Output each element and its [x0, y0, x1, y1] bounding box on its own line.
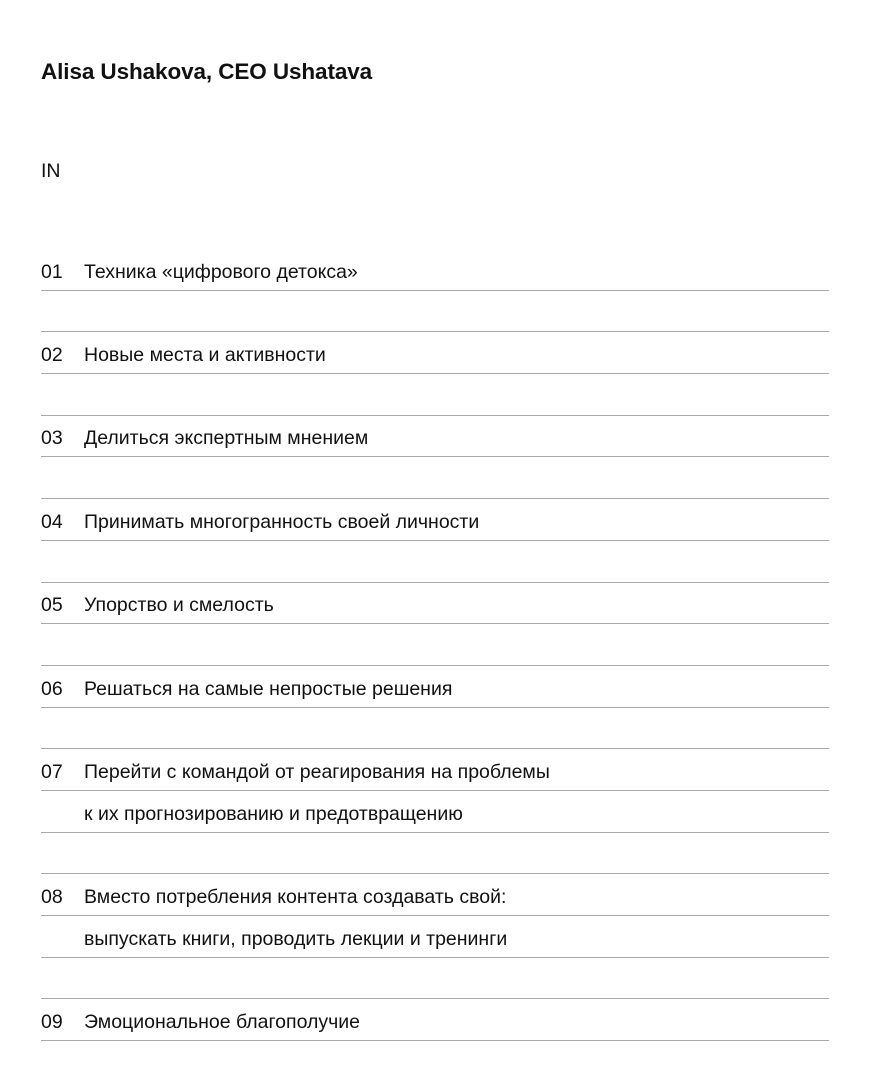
spacer-row	[41, 958, 829, 1000]
list-item	[41, 999, 829, 1041]
item-number: 02	[41, 344, 63, 367]
list-item	[41, 332, 829, 374]
spacer-row	[41, 291, 829, 333]
item-number: 09	[41, 1011, 63, 1034]
item-text: Новые места и активности	[84, 344, 326, 367]
item-text-line-2: к их прогнозированию и предотвращению	[84, 802, 463, 825]
numbered-list	[41, 249, 829, 1041]
item-text: Упорство и смелость	[84, 594, 274, 617]
item-number: 04	[41, 510, 63, 533]
item-number: 07	[41, 760, 63, 783]
item-number: 01	[41, 260, 63, 283]
section-label: IN	[41, 160, 61, 182]
list-item-continuation	[41, 916, 829, 958]
item-number: 03	[41, 427, 63, 450]
spacer-row	[41, 833, 829, 875]
spacer-row	[41, 708, 829, 750]
spacer-row	[41, 541, 829, 583]
list-item	[41, 249, 829, 291]
item-number: 06	[41, 677, 63, 700]
list-item	[41, 499, 829, 541]
item-number: 08	[41, 886, 63, 908]
list-item	[41, 666, 829, 708]
list-item	[41, 874, 829, 916]
list-item-continuation	[41, 791, 829, 833]
spacer-row	[41, 374, 829, 416]
item-text: Перейти с командой от реагирования на проблемы	[84, 760, 550, 783]
item-text: Решаться на самые непростые решения	[84, 677, 453, 700]
item-text: Эмоциональное благополучие	[84, 1011, 361, 1034]
page-title: Alisa Ushakova, CEO Ushatava	[41, 59, 373, 84]
item-text: Делиться экспертным мнением	[84, 427, 369, 450]
list-item	[41, 416, 829, 458]
item-text: Вместо потребления контента создавать свой:	[84, 886, 507, 908]
list-item	[41, 583, 829, 625]
item-text: Техника «цифрового детокса»	[84, 260, 358, 283]
item-number: 05	[41, 594, 63, 617]
spacer-row	[41, 457, 829, 499]
item-text-line-2: выпускать книги, проводить лекции и тренинги	[84, 927, 508, 950]
list-item	[41, 749, 829, 791]
item-text: Принимать многогранность своей личности	[84, 510, 480, 533]
spacer-row	[41, 624, 829, 666]
